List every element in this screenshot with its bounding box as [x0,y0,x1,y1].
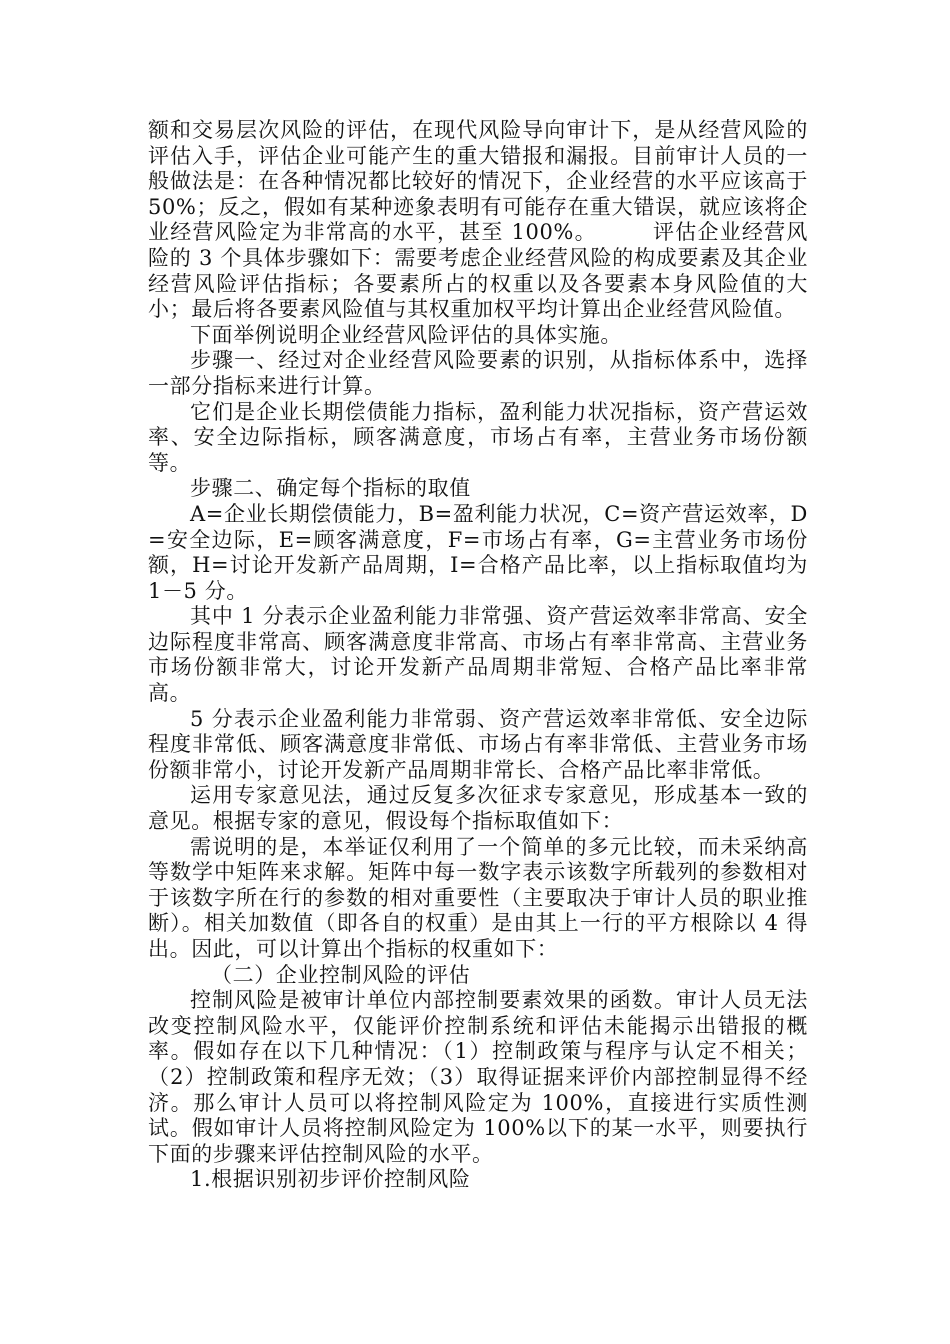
paragraph-3: 步骤一、经过对企业经营风险要素的识别，从指标体系中，选择一部分指标来进行计算。 [148,348,808,398]
paragraph-1: 额和交易层次风险的评估，在现代风险导向审计下，是从经营风险的评估入手，评估企业可能产生的重大错报和漏报。目前审计人员的一般做法是：在各种情况都比较好的情况下，企业经营的水平应该高于 50%；反之，假如有某种迹象表明有可能存在重大错误，就应该将企业经营风险定为非常高的水平，甚至 100%。 评估企业经营风险的 3 个具体步骤如下：需要考虑企业经营风险的构成要素及其企业经营风险评估指标；各要素所占的权重以及各要素本身风险值的大小；最后将各要素风险值与其权重加权平均计算出企业经营风险值。 [148,118,808,322]
paragraph-2: 下面举例说明企业经营风险评估的具体实施。 [190,322,622,347]
paragraph-6: A=企业长期偿债能力，B=盈利能力状况，C=资产营运效率，D=安全边际，E=顾客满意度，F=市场占有率，G=主营业务市场份额，H=讨论开发新产品周期，I=合格产品比率，以上指标取值均为 1－5 分。 [148,501,808,603]
paragraph-4: 它们是企业长期偿债能力指标，盈利能力状况指标，资产营运效率、安全边际指标，顾客满意度，市场占有率，主营业务市场份额等。 [148,399,808,475]
paragraph-13: 1.根据识别初步评价控制风险 [190,1167,471,1192]
document-body [148,118,808,1193]
paragraph-8: 5 分表示企业盈利能力非常弱、资产营运效率非常低、安全边际程度非常低、顾客满意度非常低、市场占有率非常低、主营业务市场份额非常小，讨论开发新产品周期非常长、合格产品比率非常低。 [148,706,808,782]
section-heading: （二）企业控制风险的评估 [211,962,471,987]
paragraph-5: 步骤二、确定每个指标的取值 [190,476,471,501]
paragraph-12: 控制风险是被审计单位内部控制要素效果的函数。审计人员无法改变控制风险水平，仅能评价控制系统和评估未能揭示出错报的概率。假如存在以下几种情况：（1）控制政策与程序与认定不相关；（2）控制政策和程序无效；（3）取得证据来评价内部控制显得不经济。那么审计人员可以将控制风险定为 100%，直接进行实质性测试。假如审计人员将控制风险定为 100%以下的某一水平，则要执行下面的步骤来评估控制风险的水平。 [148,988,808,1166]
paragraph-10: 需说明的是，本举证仅利用了一个简单的多元比较，而未采纳高等数学中矩阵来求解。矩阵中每一数字表示该数字所载列的参数相对于该数字所在行的参数的相对重要性（主要取决于审计人员的职业推断）。相关加数值（即各自的权重）是由其上一行的平方根除以 4 得出。因此，可以计算出个指标的权重如下： [148,834,808,961]
paragraph-7: 其中 1 分表示企业盈利能力非常强、资产营运效率非常高、安全边际程度非常高、顾客满意度非常高、市场占有率非常高、主营业务市场份额非常大，讨论开发新产品周期非常短、合格产品比率非常高。 [148,604,808,706]
paragraph-9: 运用专家意见法，通过反复多次征求专家意见，形成基本一致的意见。根据专家的意见，假设每个指标取值如下： [148,783,808,834]
